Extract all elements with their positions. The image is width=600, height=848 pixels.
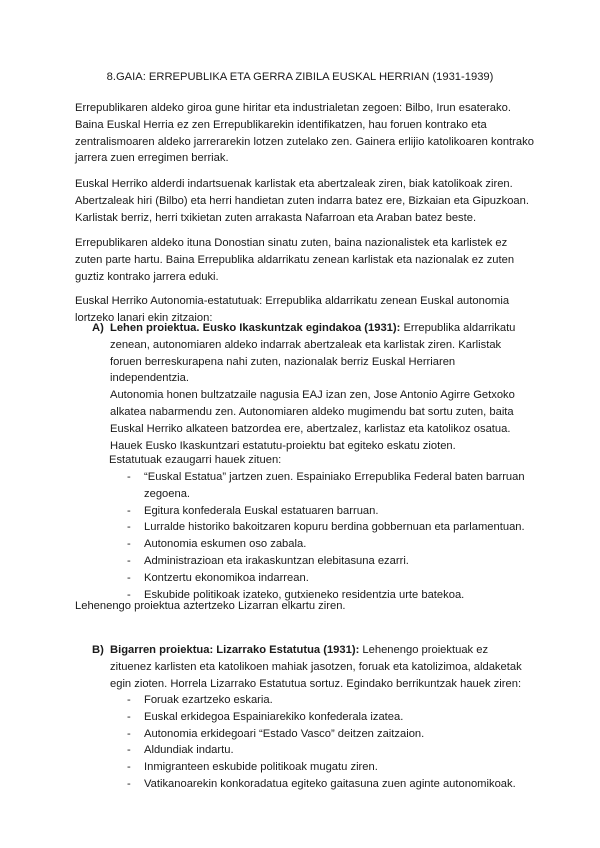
heading-continuation: Errepublika aldarrikatu — [400, 322, 516, 334]
text-line: lortzeko lanari ekin zitzaion: — [75, 311, 213, 324]
dash-bullet: - — [127, 761, 131, 774]
heading-continuation: Lehenengo proiektuak ez — [359, 644, 489, 656]
text-line — [110, 642, 535, 659]
list-item — [109, 570, 529, 587]
item-body — [110, 320, 535, 454]
text-line: zituenez karlisten eta katolikoen mahiak jasotzen, foruak eta katolizimoa, aldaketak — [110, 660, 522, 673]
item-heading: Bigarren proiektua: Lizarrako Estatutua (1931): — [110, 644, 360, 656]
dash-bullet: - — [127, 504, 131, 517]
text-line: Euskal erkidegoa Espainiarekiko konfederala izatea. — [144, 710, 404, 723]
text-line: “Euskal Estatua” jartzen zuen. Espainiako Errepublika Federal baten barruan — [144, 471, 525, 483]
list-item — [109, 709, 529, 726]
features-list — [109, 469, 529, 603]
text-line: independentzia. — [110, 372, 190, 385]
list-item — [109, 726, 529, 743]
text-line: guztiz kontrako jarrera eduki. — [75, 270, 219, 283]
text-line: Autonomia erkidegoari “Estado Vasco” deitzen zaitzaion. — [144, 727, 425, 740]
text-line: egin zioten. Horrela Lizarrako Estatutua sortuz. Egindako berrikuntzak hauek ziren: — [110, 677, 522, 690]
list-item — [109, 776, 529, 793]
text-line: Euskal Herriko alderdi indartsuenak karlistak eta abertzaleak ziren, biak katolikoak ziren. — [75, 178, 513, 190]
list-item — [109, 469, 529, 503]
dash-bullet: - — [127, 471, 131, 483]
text-line: zenean, autonomiaren aldeko indarrak abertzaleak eta karlistak ziren. Karlistak — [110, 338, 502, 351]
item-b-second-project — [92, 642, 532, 694]
text-line: zegoena. — [144, 487, 191, 500]
item-heading: Lehen proiektua. Eusko Ikaskuntzak egindakoa (1931): — [110, 322, 401, 334]
text-line: Eskubide politikoak izateko, gutxieneko residentzia urte batekoa. — [144, 588, 465, 601]
text-line: zentralismoaren aldeko jarrerarekin lotzen zutelako zen. Gainera erlijio katolikoaren kontrako — [75, 135, 534, 148]
dash-bullet: - — [127, 521, 131, 534]
dash-bullet: - — [127, 777, 131, 790]
dash-bullet: - — [127, 588, 131, 601]
text-line: Egitura konfederala Euskal estatuaren barruan. — [144, 504, 379, 517]
dash-bullet: - — [127, 571, 131, 584]
text-line: Aldundiak indartu. — [144, 744, 234, 757]
text-line: Foruak ezartzeko eskaria. — [144, 694, 273, 706]
paragraph-republic-support — [75, 100, 535, 167]
list-item — [109, 519, 529, 536]
text-line: foruen berreskurapena nahi zuten, nazionalak berriz Euskal Herriaren — [110, 355, 456, 368]
item-letter: A) — [92, 322, 104, 334]
text-line: Autonomia honen bultzatzaile nagusia EAJ izan zen, Jose Antonio Agirre Getxoko — [110, 389, 515, 402]
list-item — [109, 742, 529, 759]
text-line: Karlistak berriz, herri txikietan zuten arrakasta Nafarroan eta Araban batez beste. — [75, 211, 477, 224]
item-a-first-project — [92, 320, 532, 452]
text-line: Errepublikaren aldeko ituna Donostian sinatu zuten, baina nazionalistek eta karlistek ez — [75, 237, 508, 249]
text-line: alkatea nabarmendu zen. Autonomiaren aldeko mugimendu bat sortu zuten, baita — [110, 405, 514, 418]
text-line: Lurralde historiko bakoitzaren kopuru berdina gobbernuan eta parlamentuan. — [144, 521, 525, 534]
text-line: Hauek Eusko Ikaskuntzari estatutu-proiektu bat egiteko eskatu zioten. — [110, 439, 456, 452]
text-line: Euskal Herriko Autonomia-estatutuak: Errepublika aldarrikatu zenean Euskal autonomia — [75, 295, 510, 307]
page-title: 8.GAIA: ERREPUBLIKA ETA GERRA ZIBILA EUSKAL HERRIAN (1931-1939) — [106, 71, 494, 83]
text-line: Vatikanoarekin konkoradatua egiteko gaitasuna zuen aginte autonomikoak. — [144, 777, 516, 790]
list-item — [109, 692, 529, 709]
text-line: jarrera zuen erregimen berriak. — [75, 152, 229, 165]
text-line: Autonomia eskumen oso zabala. — [144, 538, 307, 551]
item-letter: B) — [92, 644, 104, 656]
text-line: Abertzaleak hiri (Bilbo) eta herri handietan zuten indarra batez ere, Bizkaian eta Gipuzkoan. — [75, 194, 529, 207]
dash-bullet: - — [127, 694, 131, 706]
dash-bullet: - — [127, 744, 131, 757]
dash-bullet: - — [127, 538, 131, 551]
item-body — [110, 642, 535, 692]
features-intro: Estatutuak ezaugarri hauek zituen: — [109, 454, 282, 466]
list-item — [109, 503, 529, 520]
text-line: Baina Euskal Herria ez zen Errepublikarekin identifikatzen, hau foruen kontrako eta — [75, 118, 487, 131]
dash-bullet: - — [127, 710, 131, 723]
list-item — [109, 553, 529, 570]
paragraph-lizarra-meeting: Lehenengo proiektua aztertzeko Lizarran elkartu ziren. — [75, 600, 346, 612]
text-line: Errepublikaren aldeko giroa gune hiritar eta industrialetan zegoen: Bilbo, Irun esaterako. — [75, 102, 511, 114]
changes-list — [109, 692, 529, 793]
dash-bullet: - — [127, 727, 131, 740]
text-line: Inmigranteen eskubide politikoak mugatu ziren. — [144, 761, 378, 774]
text-line: Kontzertu ekonomikoa indarrean. — [144, 571, 309, 584]
dash-bullet: - — [127, 554, 131, 567]
list-item — [109, 536, 529, 553]
text-line: zuten parte hartu. Baina Errepublika aldarrikatu zenean karlistak eta nazionalak ez zuten — [75, 253, 515, 266]
text-line: Euskal Herriko alkateen batzordea ere, abertzalez, karlistaz eta katolikoz osatua. — [110, 422, 511, 435]
paragraph-parties — [75, 176, 535, 226]
paragraph-pact — [75, 235, 535, 285]
text-line: Administrazioan eta irakaskuntzan elebitasuna ezarri. — [144, 554, 409, 567]
text-line — [110, 320, 535, 337]
list-item — [109, 759, 529, 776]
